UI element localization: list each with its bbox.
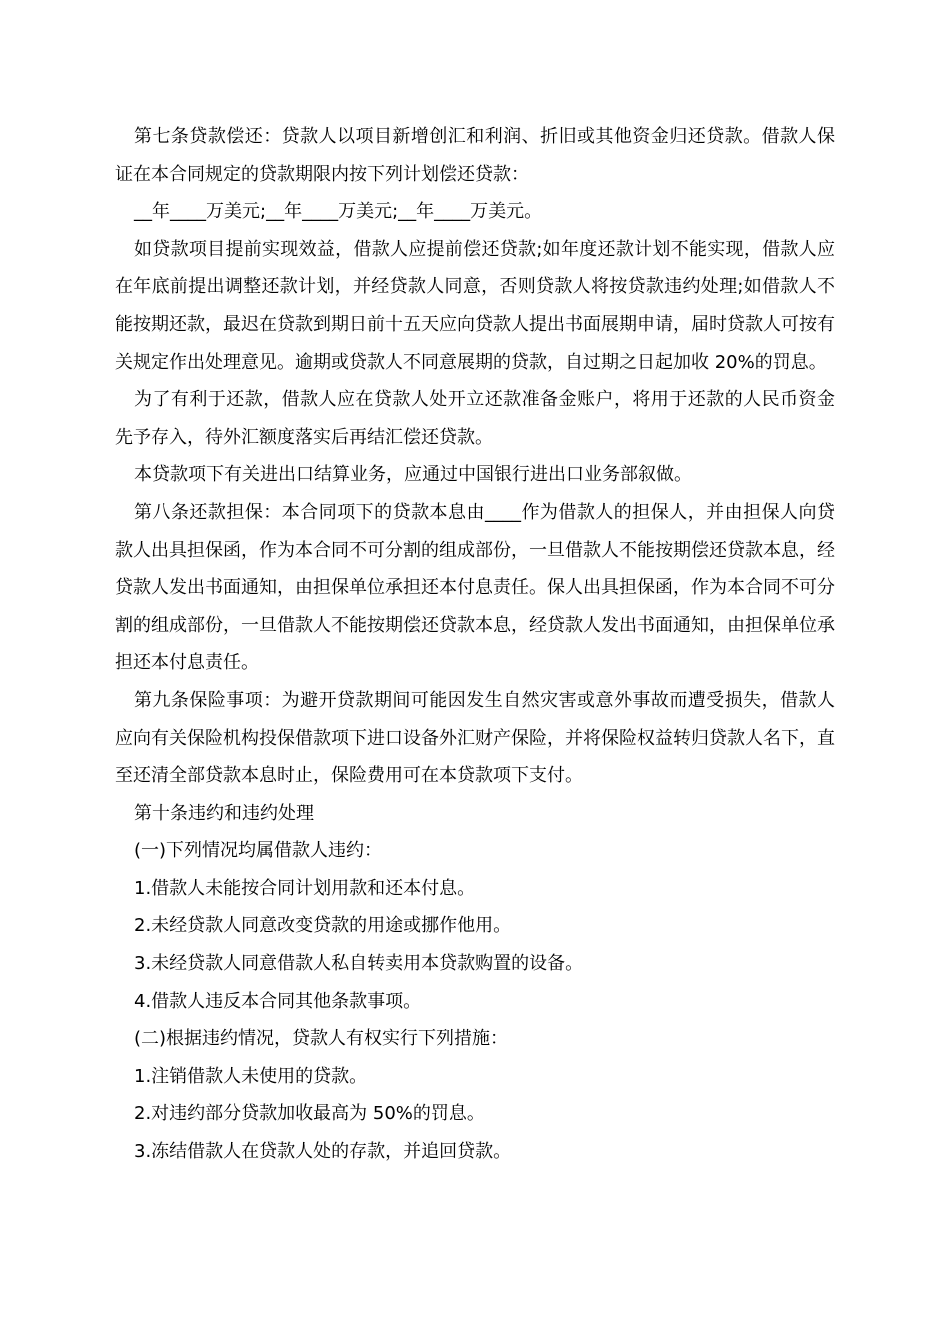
list-item-default-1: 1.借款人未能按合同计划用款和还本付息。 [134, 877, 476, 899]
list-item-default-4: 4.借款人违反本合同其他条款事项。 [134, 990, 422, 1012]
list-item-default-2: 2.未经贷款人同意改变贷款的用途或挪作他用。 [134, 915, 512, 937]
list-item-measure-2: 2.对违约部分贷款加收最高为 50%的罚息。 [134, 1103, 485, 1125]
paragraph-reserve-account: 为了有利于还款，借款人应在贷款人处开立还款准备金账户，将用于还款的人民币资金先予存入，待外汇额度落实后再结汇偿还贷款。 [115, 389, 835, 448]
paragraph-article-10-heading: 第十条违约和违约处理 [134, 802, 314, 824]
paragraph-article-9: 第九条保险事项：为避开贷款期间可能因发生自然灾害或意外事故而遭受损失，借款人应向有关保险机构投保借款项下进口设备外汇财产保险，并将保险权益转归贷款人名下，直至还清全部贷款本息时止，保险费用可在本贷款项下支付。 [115, 689, 835, 787]
paragraph-early-repayment: 如贷款项目提前实现效益，借款人应提前偿还贷款;如年度还款计划不能实现，借款人应在年底前提出调整还款计划，并经贷款人同意，否则贷款人将按贷款违约处理;如借款人不能按期还款，最迟在贷款到期日前十五天应向贷款人提出书面展期申请，届时贷款人可按有关规定作出处理意见。逾期或贷款人不同意展期的贷款，自过期之日起加收 20%的罚息。 [115, 238, 835, 373]
list-item-measure-1: 1.注销借款人未使用的贷款。 [134, 1065, 368, 1087]
list-item-measure-3: 3.冻结借款人在贷款人处的存款，并追回贷款。 [134, 1141, 512, 1163]
paragraph-repayment-schedule: __年____万美元;__年____万美元;__年____万美元。 [134, 201, 543, 223]
paragraph-measures-heading: (二)根据违约情况，贷款人有权实行下列措施： [134, 1028, 509, 1050]
document-body [115, 118, 835, 1171]
paragraph-article-7: 第七条贷款偿还：贷款人以项目新增创汇和利润、折旧或其他资金归还贷款。借款人保证在本合同规定的贷款期限内按下列计划偿还贷款： [115, 126, 835, 185]
paragraph-settlement: 本贷款项下有关进出口结算业务，应通过中国银行进出口业务部叙做。 [134, 464, 692, 486]
paragraph-default-cases-heading: (一)下列情况均属借款人违约： [134, 840, 383, 862]
list-item-default-3: 3.未经贷款人同意借款人私自转卖用本贷款购置的设备。 [134, 953, 584, 975]
paragraph-article-8: 第八条还款担保：本合同项下的贷款本息由____作为借款人的担保人，并由担保人向贷款人出具担保函，作为本合同不可分割的组成部份，一旦借款人不能按期偿还贷款本息，经贷款人发出书面通知，由担保单位承担还本付息责任。保人出具担保函，作为本合同不可分割的组成部份，一旦借款人不能按期偿还贷款本息，经贷款人发出书面通知，由担保单位承担还本付息责任。 [115, 501, 835, 674]
